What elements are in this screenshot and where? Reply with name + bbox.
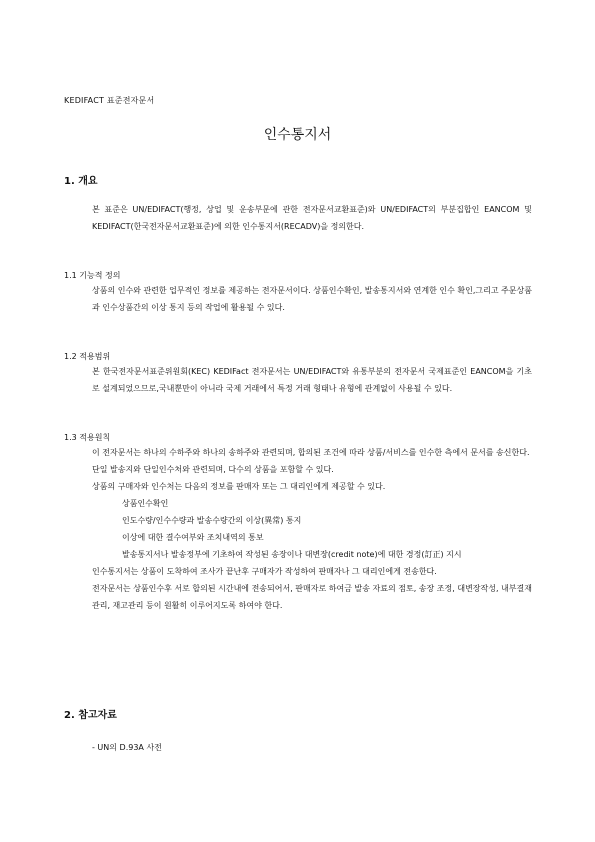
list-item: 상품인수확인 [122, 499, 169, 508]
section-1-1-heading: 1.1 기능적 정의 [64, 271, 121, 280]
document-title: 인수통지서 [263, 127, 332, 143]
definition-paragraph: 상품의 인수와 관련한 업무적인 정보를 제공하는 전자문서이다. 상품인수확인, 발송통지서와 연계한 인수 확인,그리고 주문상품과 인수상품간의 이상 통지 등의 작업에 활용될 수 있다. [92, 286, 532, 312]
section-2-heading: 2. 참고자료 [64, 710, 117, 721]
scope-paragraph: 본 한국전자문서표준위원회(KEC) KEDIFact 전자문서는 UN/EDIFACT와 유통부분의 전자문서 국제표준인 EANCOM을 기초로 설계되었으므로,국내뿐만이 아니라 국제 거래에서 특정 거래 형태나 유형에 관계없이 사용될 수 있다. [92, 367, 532, 393]
list-item: 이상에 대한 결수여부와 조치내역의 통보 [122, 533, 264, 542]
principle-line-2: 단일 발송지와 단일인수처와 관련되며, 다수의 상품을 포함할 수 있다. [92, 465, 334, 474]
section-1-heading: 1. 개요 [64, 176, 98, 187]
intro-paragraph: 본 표준은 UN/EDIFACT(행정, 상업 및 운송부문에 관한 전자문서교환표준)와 UN/EDIFACT의 부분집합인 EANCOM 및 KEDIFACT(한국전자문서교환표준)에 의한 인수통지서(RECADV)을 정의한다. [92, 205, 532, 231]
reference-item: - UN의 D.93A 사전 [92, 743, 162, 752]
section-1-intro [92, 201, 532, 235]
list-item: 발송통지서나 발송정부에 기초하여 작성된 송장이나 대변장(credit note)에 대한 경정(訂正) 지시 [122, 550, 462, 559]
principle-line-1: 이 전자문서는 하나의 수하주와 하나의 송하주와 관련되며, 합의된 조건에 따라 상품/서비스를 인수한 측에서 문서를 송신한다. [92, 448, 530, 457]
section-1-2-body [92, 363, 532, 397]
list-item: 인도수량/인수수량과 발송수량간의 이상(異常) 통지 [122, 516, 302, 525]
principle-line-3: 상품의 구매자와 인수처는 다음의 정보를 판매자 또는 그 대리인에게 제공할 수 있다. [92, 482, 386, 491]
closing-paragraph-1: 인수통지서는 상품이 도착하여 조사가 끝난후 구매자가 작성하여 판매자나 그 대리인에게 전송한다. [92, 567, 437, 576]
section-1-3-heading: 1.3 적용원칙 [64, 433, 111, 442]
section-1-1-body [92, 282, 532, 316]
section-1-3-body [92, 444, 532, 614]
document-header: KEDIFACT 표준전자문서 [64, 96, 155, 105]
section-1-2-heading: 1.2 적용범위 [64, 352, 111, 361]
closing-paragraph-2: 전자문서는 상품인수후 서로 합의된 시간내에 전송되어서, 판매자로 하여금 발송 자료의 점토, 송장 조정, 대변장작성, 내부결재관리, 재고관리 등이 원활히 이루어지도록 하여야 한다. [92, 584, 532, 610]
